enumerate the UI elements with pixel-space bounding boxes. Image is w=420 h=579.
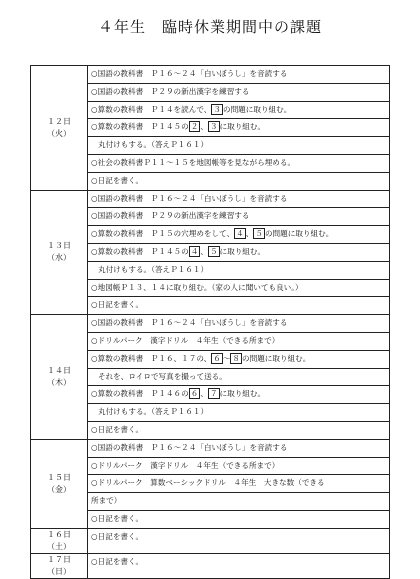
task-text-part: それを、ロイロで写真を撮って送る。 — [98, 371, 227, 381]
day-cell — [31, 66, 88, 191]
task-text — [88, 475, 389, 492]
task-cell — [88, 404, 390, 422]
task-cell — [88, 386, 390, 404]
day-cell — [31, 190, 88, 315]
task-text-part: ○社会の教科書Ｐ１１～１５を地図帳等を見ながら埋める。 — [91, 157, 296, 167]
task-text — [88, 351, 389, 368]
task-text — [88, 529, 389, 546]
task-text-part: の問題に取り組む。 — [222, 104, 292, 114]
table-row — [31, 315, 390, 333]
task-cell — [88, 83, 390, 101]
task-cell — [88, 332, 390, 350]
problem-number-box: ２ — [190, 122, 199, 132]
task-text-part: ○国語の教科書 Ｐ１６～２４「白いぼうし」を音読する — [91, 193, 288, 203]
task-cell — [88, 279, 390, 297]
task-text-part: ○日記を書く。 — [91, 175, 144, 185]
day-date: １５日 — [47, 472, 71, 482]
table-row — [31, 190, 390, 208]
task-cell — [88, 528, 390, 553]
task-text-part: ○日記を書く。 — [91, 300, 144, 310]
task-cell — [88, 297, 390, 315]
task-text-part: ○ドリルパーク 漢字ドリル ４年生（できる所まで） — [91, 460, 280, 470]
task-text-part: 丸付けもする。（答えＰ１６１） — [98, 140, 209, 150]
task-cell — [88, 261, 390, 279]
task-text — [88, 244, 389, 261]
task-text — [88, 155, 389, 172]
task-text-part: 、 — [200, 389, 208, 399]
problem-number-box: ６ — [190, 389, 199, 399]
problem-number-box: ８ — [232, 353, 241, 363]
day-weekday: （金） — [47, 484, 71, 494]
day-cell — [31, 553, 88, 578]
task-text — [88, 137, 389, 154]
task-text-part: ○日記を書く。 — [91, 424, 144, 434]
task-text-part: 、 — [200, 246, 208, 256]
day-weekday: （土） — [47, 541, 71, 551]
task-cell — [88, 439, 390, 457]
task-text-part: ○算数の教科書 Ｐ１４５の — [91, 122, 189, 132]
day-weekday: （木） — [47, 377, 71, 387]
task-text-part: ○国語の教科書 Ｐ１６～２４「白いぼうし」を音読する — [91, 318, 288, 328]
task-text-part: ○日記を書く。 — [91, 531, 144, 541]
task-cell — [88, 457, 390, 475]
task-text — [88, 66, 389, 83]
task-text-part: の問題に取り組む。 — [264, 229, 334, 239]
task-text-part: ○算数の教科書 Ｐ１６、１７の、 — [91, 353, 212, 363]
task-text-part: ○国語の教科書 Ｐ１６～２４「白いぼうし」を音読する — [91, 69, 288, 78]
task-cell — [88, 190, 390, 208]
task-text — [88, 493, 389, 510]
task-text-part: ○日記を書く。 — [91, 556, 144, 566]
task-text — [88, 440, 389, 457]
task-cell — [88, 421, 390, 439]
task-cell — [88, 368, 390, 386]
task-text-part: ○日記を書く。 — [91, 513, 144, 523]
table-row — [31, 528, 390, 553]
task-text — [88, 280, 389, 297]
task-cell — [88, 510, 390, 528]
day-date: １３日 — [47, 241, 71, 251]
task-text-part: ○算数の教科書 Ｐ１５の穴埋めをして、 — [91, 229, 235, 239]
task-text-part: に取り組む。 — [219, 246, 266, 256]
problem-number-box: ５ — [255, 229, 263, 239]
task-text — [88, 333, 389, 350]
task-text-part: 丸付けもする。（答えＰ１６１） — [98, 264, 209, 274]
day-cell — [31, 315, 88, 440]
problem-number-box: ３ — [213, 104, 221, 114]
task-cell — [88, 243, 390, 261]
task-cell — [88, 66, 390, 84]
task-cell — [88, 119, 390, 137]
task-text — [88, 226, 389, 243]
day-date: １６日 — [47, 529, 71, 539]
task-cell — [88, 101, 390, 119]
task-text — [88, 262, 389, 279]
task-text-part: に取り組む。 — [219, 389, 266, 399]
task-text — [88, 369, 389, 386]
task-text-part: ○国語の教科書 Ｐ２９の新出漢字を練習する — [91, 211, 250, 221]
day-weekday: （火） — [47, 128, 71, 138]
task-text-part: 、 — [200, 122, 208, 132]
schedule-body — [31, 66, 390, 579]
day-date: １２日 — [47, 116, 71, 126]
task-text-part: ○算数の教科書 Ｐ１４６の — [91, 389, 189, 399]
task-text — [88, 315, 389, 332]
task-cell — [88, 553, 390, 578]
task-text — [88, 458, 389, 475]
day-date: １４日 — [47, 365, 71, 375]
task-text-part: ○ドリルパーク 漢字ドリル ４年生（できる所まで） — [91, 335, 280, 345]
task-cell — [88, 137, 390, 155]
task-text-part: 、 — [245, 229, 254, 239]
task-text-part: ○算数の教科書 Ｐ１４を読んで、 — [91, 104, 212, 114]
task-cell — [88, 154, 390, 172]
task-text-part: ○国語の教科書 Ｐ１６～２４「白いぼうし」を音読する — [91, 442, 288, 452]
task-text — [88, 173, 389, 190]
problem-number-box: ４ — [236, 229, 244, 239]
page-title: ４年生 臨時休業期間中の課題 — [97, 18, 322, 36]
problem-number-box: ７ — [209, 389, 218, 399]
task-text-part: ○ドリルパーク 算数ベーシックドリル ４年生 大きな数（できる — [91, 478, 325, 488]
task-text — [88, 511, 389, 528]
task-cell — [88, 172, 390, 190]
task-text — [88, 554, 389, 571]
problem-number-box: ６ — [213, 353, 221, 363]
day-date: １７日 — [47, 554, 71, 564]
day-cell — [31, 528, 88, 553]
task-text-part: に取り組む。 — [219, 122, 266, 132]
problem-number-box: ３ — [209, 122, 218, 132]
task-text — [88, 84, 389, 101]
problem-number-box: ４ — [190, 246, 199, 256]
table-row — [31, 553, 390, 578]
task-text — [88, 191, 389, 208]
task-text — [88, 297, 389, 314]
task-text-part: 所まで） — [91, 496, 122, 506]
task-text-part: ○地図帳Ｐ１３、１４に取り組む。（家の人に聞いても良い。） — [91, 282, 303, 292]
day-cell — [31, 439, 88, 528]
task-cell — [88, 208, 390, 226]
task-text-part: ○算数の教科書 Ｐ１４５の — [91, 246, 189, 256]
task-cell — [88, 315, 390, 333]
task-text — [88, 119, 389, 136]
task-text — [88, 386, 389, 403]
table-row — [31, 439, 390, 457]
table-row — [31, 66, 390, 84]
task-cell — [88, 350, 390, 368]
problem-number-box: ５ — [209, 246, 218, 256]
task-text — [88, 208, 389, 225]
task-text — [88, 422, 389, 439]
day-weekday: （水） — [47, 253, 71, 263]
task-text-part: ○国語の教科書 Ｐ２９の新出漢字を練習する — [91, 86, 250, 96]
task-text-part: の問題に取り組む。 — [242, 353, 311, 363]
task-cell — [88, 475, 390, 493]
task-text — [88, 102, 389, 119]
day-weekday: （日） — [47, 566, 71, 576]
schedule-table — [30, 65, 390, 579]
task-text-part: ～ — [222, 353, 231, 363]
task-cell — [88, 226, 390, 244]
task-text-part: 丸付けもする。（答えＰ１６１） — [98, 407, 209, 417]
task-cell — [88, 493, 390, 511]
task-text — [88, 404, 389, 421]
